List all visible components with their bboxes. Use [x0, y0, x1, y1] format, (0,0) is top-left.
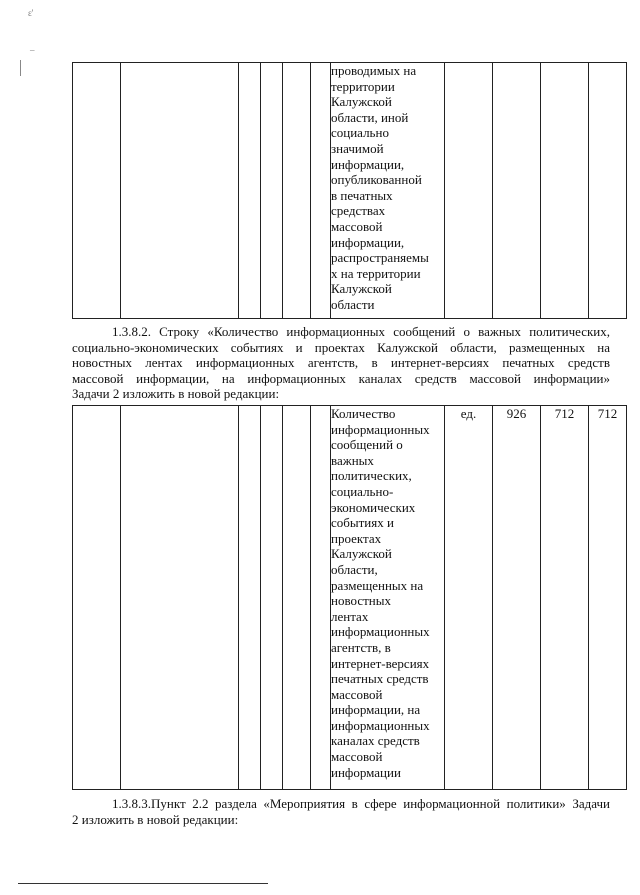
table-cell	[283, 63, 311, 319]
table-cell	[261, 406, 283, 790]
paragraph-line: 1.3.8.2. Строку «Количество информационных сообщений о важных политических,	[112, 324, 610, 339]
table-cell	[239, 63, 261, 319]
footer-rule	[18, 883, 268, 884]
table-cell	[589, 63, 627, 319]
table-fragment-2	[72, 405, 627, 790]
value-cell: 712	[589, 406, 627, 790]
margin-rule	[20, 60, 21, 76]
table-cell	[73, 63, 121, 319]
paragraph-1-3-8-2	[72, 324, 610, 402]
paragraph-line: Задачи 2 изложить в новой редакции:	[72, 386, 280, 402]
table-cell	[311, 406, 331, 790]
margin-mark: ɛ'	[28, 8, 34, 18]
paragraph-1-3-8-3	[72, 796, 610, 827]
table-cell	[445, 63, 493, 319]
table-cell	[73, 406, 121, 790]
table-fragment-1	[72, 62, 627, 319]
value-cell: 712	[541, 406, 589, 790]
indicator-description-cell: Количество информационных сообщений о важных политических, социально- экономических событиях и проектах Калужской области, размещенных на новостных лентах информационных агентств, в интернет-версиях печатных средств массовой информации, на информационных каналах средств массовой информации	[331, 406, 445, 790]
paragraph-line: 2 изложить в новой редакции:	[72, 811, 239, 827]
paragraph-line: социально-экономических событиях и проектах Калужской области, размещенных на	[72, 339, 610, 355]
table-cell	[239, 406, 261, 790]
unit-cell: ед.	[445, 406, 493, 790]
paragraph-line: новостных лентах информационных агентств, в интернет-версиях печатных средств	[72, 355, 610, 371]
table-cell	[261, 63, 283, 319]
table-row	[73, 63, 627, 319]
table-cell	[283, 406, 311, 790]
table-cell	[121, 63, 239, 319]
table-row	[73, 406, 627, 790]
table-cell	[311, 63, 331, 319]
table-cell	[493, 63, 541, 319]
indicator-description-cell: проводимых на территории Калужской области, иной социально значимой информации, опубликованной в печатных средствах массовой информации, распространяемы х на территории Калужской области	[331, 63, 445, 319]
paragraph-line: массовой информации, на информационных каналах средств массовой информации»	[72, 370, 610, 386]
paragraph-line: 1.3.8.3.Пункт 2.2 раздела «Мероприятия в сфере информационной политики» Задачи	[112, 796, 610, 811]
value-cell: 926	[493, 406, 541, 790]
margin-mark: –	[30, 45, 35, 55]
table-cell	[121, 406, 239, 790]
table-cell	[541, 63, 589, 319]
